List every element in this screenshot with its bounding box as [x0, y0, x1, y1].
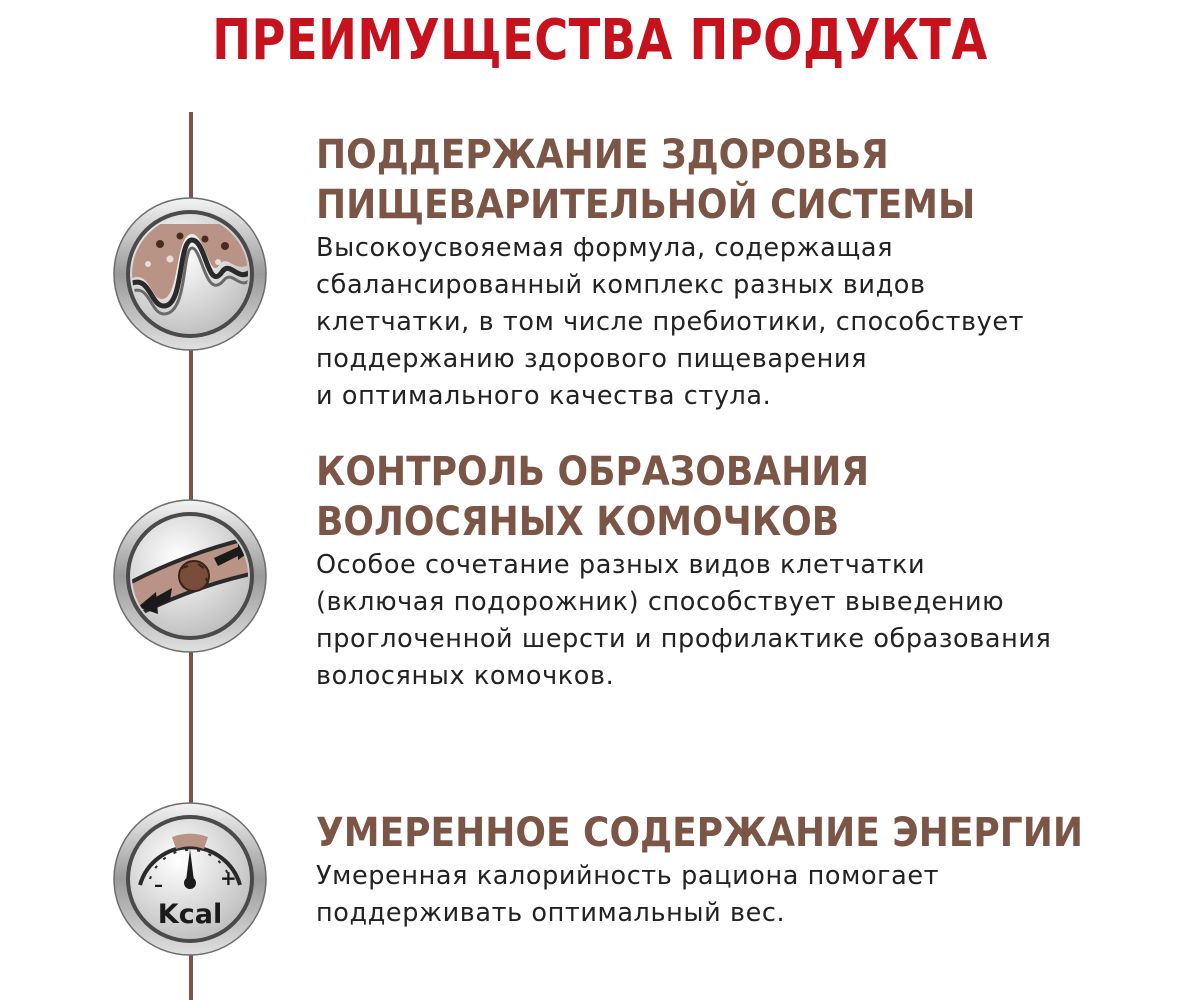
- benefit-title-line: ПИЩЕВАРИТЕЛЬНОЙ СИСТЕМЫ: [316, 182, 976, 228]
- hairball-control-icon: [110, 496, 270, 656]
- gauge-plus-sign: +: [220, 866, 237, 890]
- benefit-text-line: волосяных комочков.: [316, 661, 615, 691]
- benefit-title: [316, 130, 1176, 230]
- benefit-text-line: и оптимального качества стула.: [316, 381, 772, 411]
- digestive-system-icon: [110, 194, 270, 354]
- benefit-title: [316, 447, 1176, 547]
- benefit-text-line: проглоченной шерсти и профилактике образования: [316, 624, 1052, 654]
- benefit-hairball-control: [316, 447, 1176, 695]
- benefit-text-line: поддерживать оптимальный вес.: [316, 898, 786, 928]
- benefit-text-line: клетчатки, в том числе пребиотики, способствует: [316, 307, 1025, 337]
- benefit-description: [316, 547, 1176, 695]
- page-title: ПРЕИМУЩЕСТВА ПРОДУКТА: [212, 8, 988, 73]
- gauge-minus-sign: –: [154, 875, 163, 896]
- benefit-text-line: (включая подорожник) способствует выведению: [316, 587, 1005, 617]
- benefit-text-line: сбалансированный комплекс разных видов: [316, 270, 926, 300]
- benefit-title-line: ПОДДЕРЖАНИЕ ЗДОРОВЬЯ: [316, 132, 889, 178]
- calorie-gauge-icon: [110, 799, 270, 959]
- benefit-digestive-health: [316, 130, 1176, 415]
- benefit-description: [316, 230, 1176, 415]
- benefit-title: [316, 808, 1176, 858]
- benefit-title-line: ВОЛОСЯНЫХ КОМОЧКОВ: [316, 499, 840, 545]
- benefit-text-line: поддержанию здорового пищеварения: [316, 344, 868, 374]
- benefit-description: [316, 858, 1176, 932]
- benefit-moderate-energy: [316, 808, 1176, 932]
- gauge-kcal-label: Kcal: [157, 899, 223, 930]
- benefit-title-line: КОНТРОЛЬ ОБРАЗОВАНИЯ: [316, 449, 870, 495]
- benefit-text-line: Особое сочетание разных видов клетчатки: [316, 550, 926, 580]
- benefit-text-line: Высокоусвояемая формула, содержащая: [316, 233, 894, 263]
- benefit-text-line: Умеренная калорийность рациона помогает: [316, 861, 940, 891]
- benefit-title-line: УМЕРЕННОЕ СОДЕРЖАНИЕ ЭНЕРГИИ: [316, 810, 1083, 856]
